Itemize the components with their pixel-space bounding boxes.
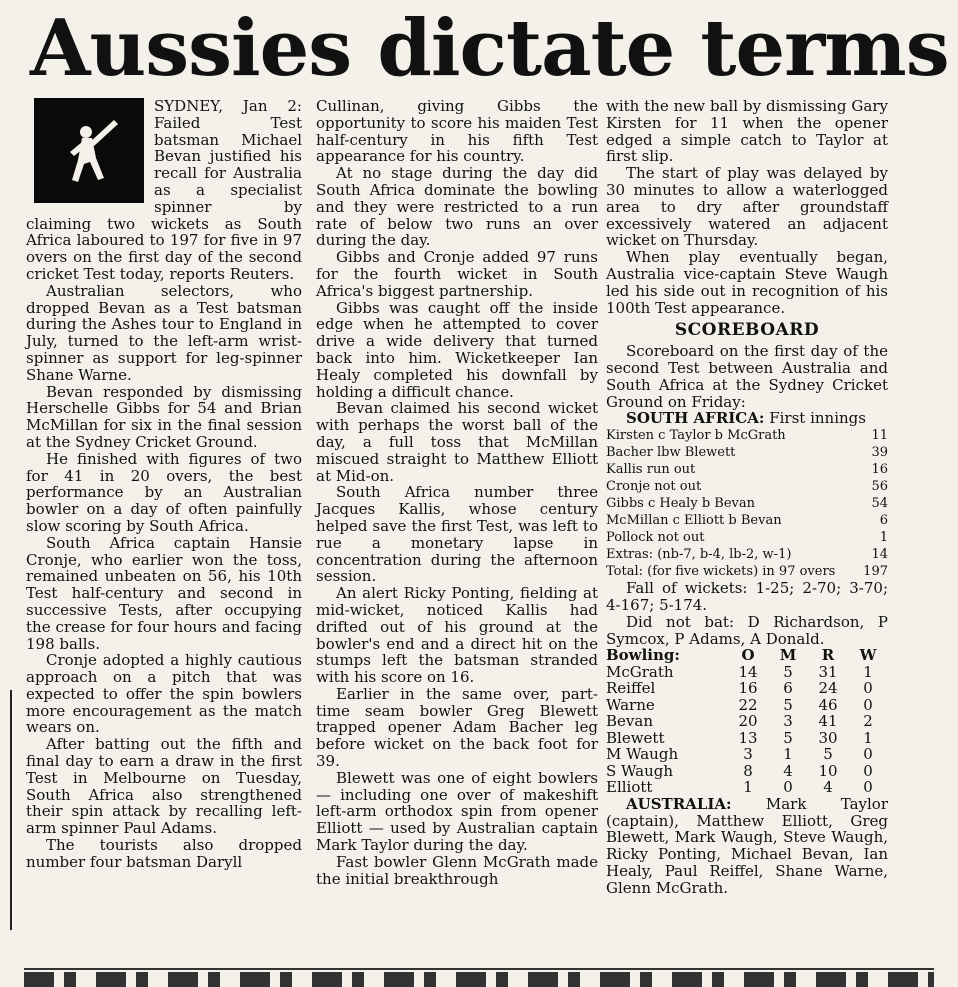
article-paragraph: South Africa number three Jacques Kallis, whose century helped save the first Test, was left to rue a monetary lapse in concentration during the afternoon session.: [316, 483, 598, 586]
batsman-entry: Total: (for five wickets) in 97 overs: [606, 564, 836, 580]
bowling-figure: 0: [863, 761, 873, 780]
bowling-row: [606, 664, 888, 681]
bowling-table: [606, 647, 888, 796]
batsman-runs: 11: [871, 428, 888, 444]
bowling-figure: 24: [818, 679, 838, 698]
headline: Aussies dictate terms: [30, 3, 949, 94]
batsman-runs: 1: [879, 530, 888, 546]
bowling-figure: 5: [783, 695, 793, 714]
bowling-figure: 2: [863, 712, 873, 731]
innings-heading: [606, 410, 888, 427]
batting-row: [606, 495, 888, 512]
article-column-2: [316, 98, 598, 887]
bowler-name: Elliott: [606, 778, 653, 797]
australia-label: AUSTRALIA:: [626, 794, 732, 813]
batsman-entry: Kallis run out: [606, 462, 696, 478]
bowling-figure: 31: [818, 662, 838, 681]
bowling-figure: 5: [783, 728, 793, 747]
bowling-row: [606, 697, 888, 714]
article-paragraph: Fast bowler Glenn McGrath made the initial breakthrough: [316, 852, 598, 888]
bowling-figure: 20: [738, 712, 758, 731]
article-column-1: [26, 98, 302, 871]
article-paragraph: He finished with figures of two for 41 in 20 overs, the best performance by an Australian bowler on a day of often painfully slow scoring by South Africa.: [26, 449, 302, 535]
australia-team: [606, 796, 888, 897]
batting-row: [606, 478, 888, 495]
batsman-entry: Kirsten c Taylor b McGrath: [606, 428, 786, 444]
bowler-name: Warne: [606, 695, 655, 714]
bowling-figure: 22: [738, 695, 758, 714]
bowling-header-row: [606, 647, 888, 664]
batting-row: [606, 563, 888, 580]
bowling-figure: 5: [783, 662, 793, 681]
did-not-bat: Did not bat: D Richardson, P Symcox, P Adams, A Donald.: [606, 612, 888, 648]
team-label: SOUTH AFRICA:: [626, 409, 765, 428]
bowling-figure: 1: [863, 728, 873, 747]
article-paragraph: The tourists also dropped number four batsman Daryll: [26, 836, 302, 871]
article-paragraph: SYDNEY, Jan 2: Failed Test batsman Michael Bevan justified his recall for Australia as a specialist spinner by claiming two wickets as South Africa laboured to 197 for five in 97 overs on the first day of the second cricket Test today, reports Reuters.: [26, 97, 302, 283]
bowler-name: McGrath: [606, 662, 674, 681]
article-paragraph: Blewett was one of eight bowlers — including one over of makeshift left-arm orthodox spin from opener Elliott — used by Australian captain Mark Taylor during the day.: [316, 768, 598, 855]
australia-players: Mark Taylor (captain), Matthew Elliott, Greg Blewett, Mark Waugh, Steve Waugh, Ricky Ponting, Michael Bevan, Ian Healy, Paul Reiffel, Shane Warne, Glenn McGrath.: [606, 794, 888, 897]
article-column-3: [606, 98, 888, 897]
bowling-figure: 0: [863, 778, 873, 797]
article-paragraph: with the new ball by dismissing Gary Kirsten for 11 when the opener edged a simple catch to Taylor at first slip.: [606, 97, 888, 166]
bowling-header: W: [859, 646, 877, 665]
bowling-figure: 0: [863, 679, 873, 698]
bowler-name: Reiffel: [606, 679, 656, 698]
bowling-figure: 6: [783, 679, 793, 698]
batsman-entry: Pollock not out: [606, 530, 705, 546]
article-paragraph: After batting out the fifth and final day to earn a draw in the first Test in Melbourne on Tuesday, South Africa also strengthened their spin attack by recalling left-arm spinner Paul Adams.: [26, 735, 302, 838]
batting-row: [606, 546, 888, 563]
batting-row: [606, 529, 888, 546]
bowling-figure: 41: [818, 712, 838, 731]
batting-row: [606, 427, 888, 444]
bowling-figure: 46: [818, 695, 838, 714]
bowling-header: O: [741, 646, 755, 665]
batting-row: [606, 461, 888, 478]
bowling-figure: 3: [743, 745, 753, 764]
batsman-runs: 6: [879, 513, 888, 529]
footer-rule: [24, 968, 934, 970]
article-paragraph: Australian selectors, who dropped Bevan as a Test batsman during the Ashes tour to England in July, turned to the left-arm wrist-spinner as support for leg-spinner Shane Warne.: [26, 281, 302, 384]
bowling-figure: 4: [823, 778, 833, 797]
batsman-runs: 39: [871, 445, 888, 461]
bowling-figure: 8: [743, 761, 753, 780]
bowling-figure: 0: [863, 695, 873, 714]
bowler-name: S Waugh: [606, 761, 674, 780]
bowling-row: [606, 763, 888, 780]
cricket-batsman-icon: [34, 98, 144, 203]
bowling-header: R: [821, 646, 835, 665]
article-paragraph: An alert Ricky Ponting, fielding at mid-wicket, noticed Kallis had drifted out of his ground at the bowler's end and a direct hit on the stumps left the batsman stranded with his score on 16.: [316, 584, 598, 687]
article-paragraph: Cronje adopted a highly cautious approach on a pitch that was expected to offer the spin bowlers more encouragement as the match wears on.: [26, 651, 302, 737]
bowling-figure: 14: [738, 662, 758, 681]
batsman-entry: Cronje not out: [606, 479, 702, 495]
article-paragraph: South Africa captain Hansie Cronje, who earlier won the toss, remained unbeaten on 56, his 10th Test half-century and second in successive Tests, after occupying the crease for four hours and facing 198 balls.: [26, 533, 302, 653]
article-paragraph: Cullinan, giving Gibbs the opportunity to score his maiden Test half-century in his fifth Test appearance for his country.: [316, 97, 598, 166]
bowling-figure: 1: [783, 745, 793, 764]
bowling-figure: 1: [743, 778, 753, 797]
article-paragraph: The start of play was delayed by 30 minutes to allow a waterlogged area to dry after groundstaff excessively watered an adjacent wicket on Thursday.: [606, 164, 888, 250]
article-paragraph: Earlier in the same over, part-time seam bowler Greg Blewett trapped opener Adam Bacher leg before wicket on the back foot for 39.: [316, 684, 598, 771]
bowling-row: [606, 730, 888, 747]
bowler-name: M Waugh: [606, 745, 679, 764]
article-paragraph: Gibbs was caught off the inside edge when he attempted to cover drive a wide delivery that turned back into him. Wicketkeeper Ian Healy completed his downfall by holding a difficult chance.: [316, 298, 598, 401]
batsman-runs: 16: [871, 462, 888, 478]
batsman-runs: 54: [871, 496, 888, 512]
margin-rule: [10, 690, 12, 930]
batsman-entry: Gibbs c Healy b Bevan: [606, 496, 755, 512]
next-headline-fragment: [24, 972, 934, 987]
bowling-figure: 1: [863, 662, 873, 681]
article-paragraph: When play eventually began, Australia vice-captain Steve Waugh led his side out in recognition of his 100th Test appearance.: [606, 248, 888, 317]
batsman-runs: 56: [871, 479, 888, 495]
bowling-row: [606, 779, 888, 796]
bowling-header: M: [779, 646, 797, 665]
article-paragraph: At no stage during the day did South Africa dominate the bowling and they were restricted to a run rate of below two runs an over during the day.: [316, 164, 598, 250]
batting-row: [606, 512, 888, 529]
bowling-figure: 3: [783, 712, 793, 731]
article-paragraph: Gibbs and Cronje added 97 runs for the fourth wicket in South Africa's biggest partnership.: [316, 248, 598, 300]
bowling-figure: 30: [818, 728, 838, 747]
bowling-row: [606, 680, 888, 697]
bowling-figure: 0: [783, 778, 793, 797]
scoreboard-intro: Scoreboard on the first day of the second Test between Australia and South Africa at the Sydney Cricket Ground on Friday:: [606, 342, 888, 411]
batsman-runs: 197: [863, 564, 888, 580]
bowler-name: Blewett: [606, 728, 665, 747]
innings-label: First innings: [769, 409, 866, 428]
article-paragraph: Bevan claimed his second wicket with perhaps the worst ball of the day, a full toss that McMillan miscued straight to Matthew Elliott at Mid-on.: [316, 399, 598, 485]
bowling-figure: 5: [823, 745, 833, 764]
bowling-figure: 16: [738, 679, 758, 698]
batsman-entry: Bacher lbw Blewett: [606, 445, 736, 461]
bowling-figure: 0: [863, 745, 873, 764]
batsman-entry: McMillan c Elliott b Bevan: [606, 513, 782, 529]
batsman-entry: Extras: (nb-7, b-4, lb-2, w-1): [606, 547, 792, 563]
bowler-name: Bevan: [606, 712, 653, 731]
bowling-row: [606, 713, 888, 730]
batting-row: [606, 444, 888, 461]
bowling-figure: 4: [783, 761, 793, 780]
bowling-figure: 13: [738, 728, 758, 747]
fall-of-wickets: Fall of wickets: 1-25; 2-70; 3-70; 4-167; 5-174.: [606, 579, 888, 614]
bowling-figure: 10: [818, 761, 838, 780]
batsman-runs: 14: [871, 547, 888, 563]
bowling-header: Bowling:: [606, 646, 680, 665]
scoreboard-heading: SCOREBOARD: [674, 320, 820, 341]
batting-list: [606, 427, 888, 580]
bowling-row: [606, 746, 888, 763]
article-paragraph: Bevan responded by dismissing Herschelle Gibbs for 54 and Brian McMillan for six in the final session at the Sydney Cricket Ground.: [26, 382, 302, 451]
